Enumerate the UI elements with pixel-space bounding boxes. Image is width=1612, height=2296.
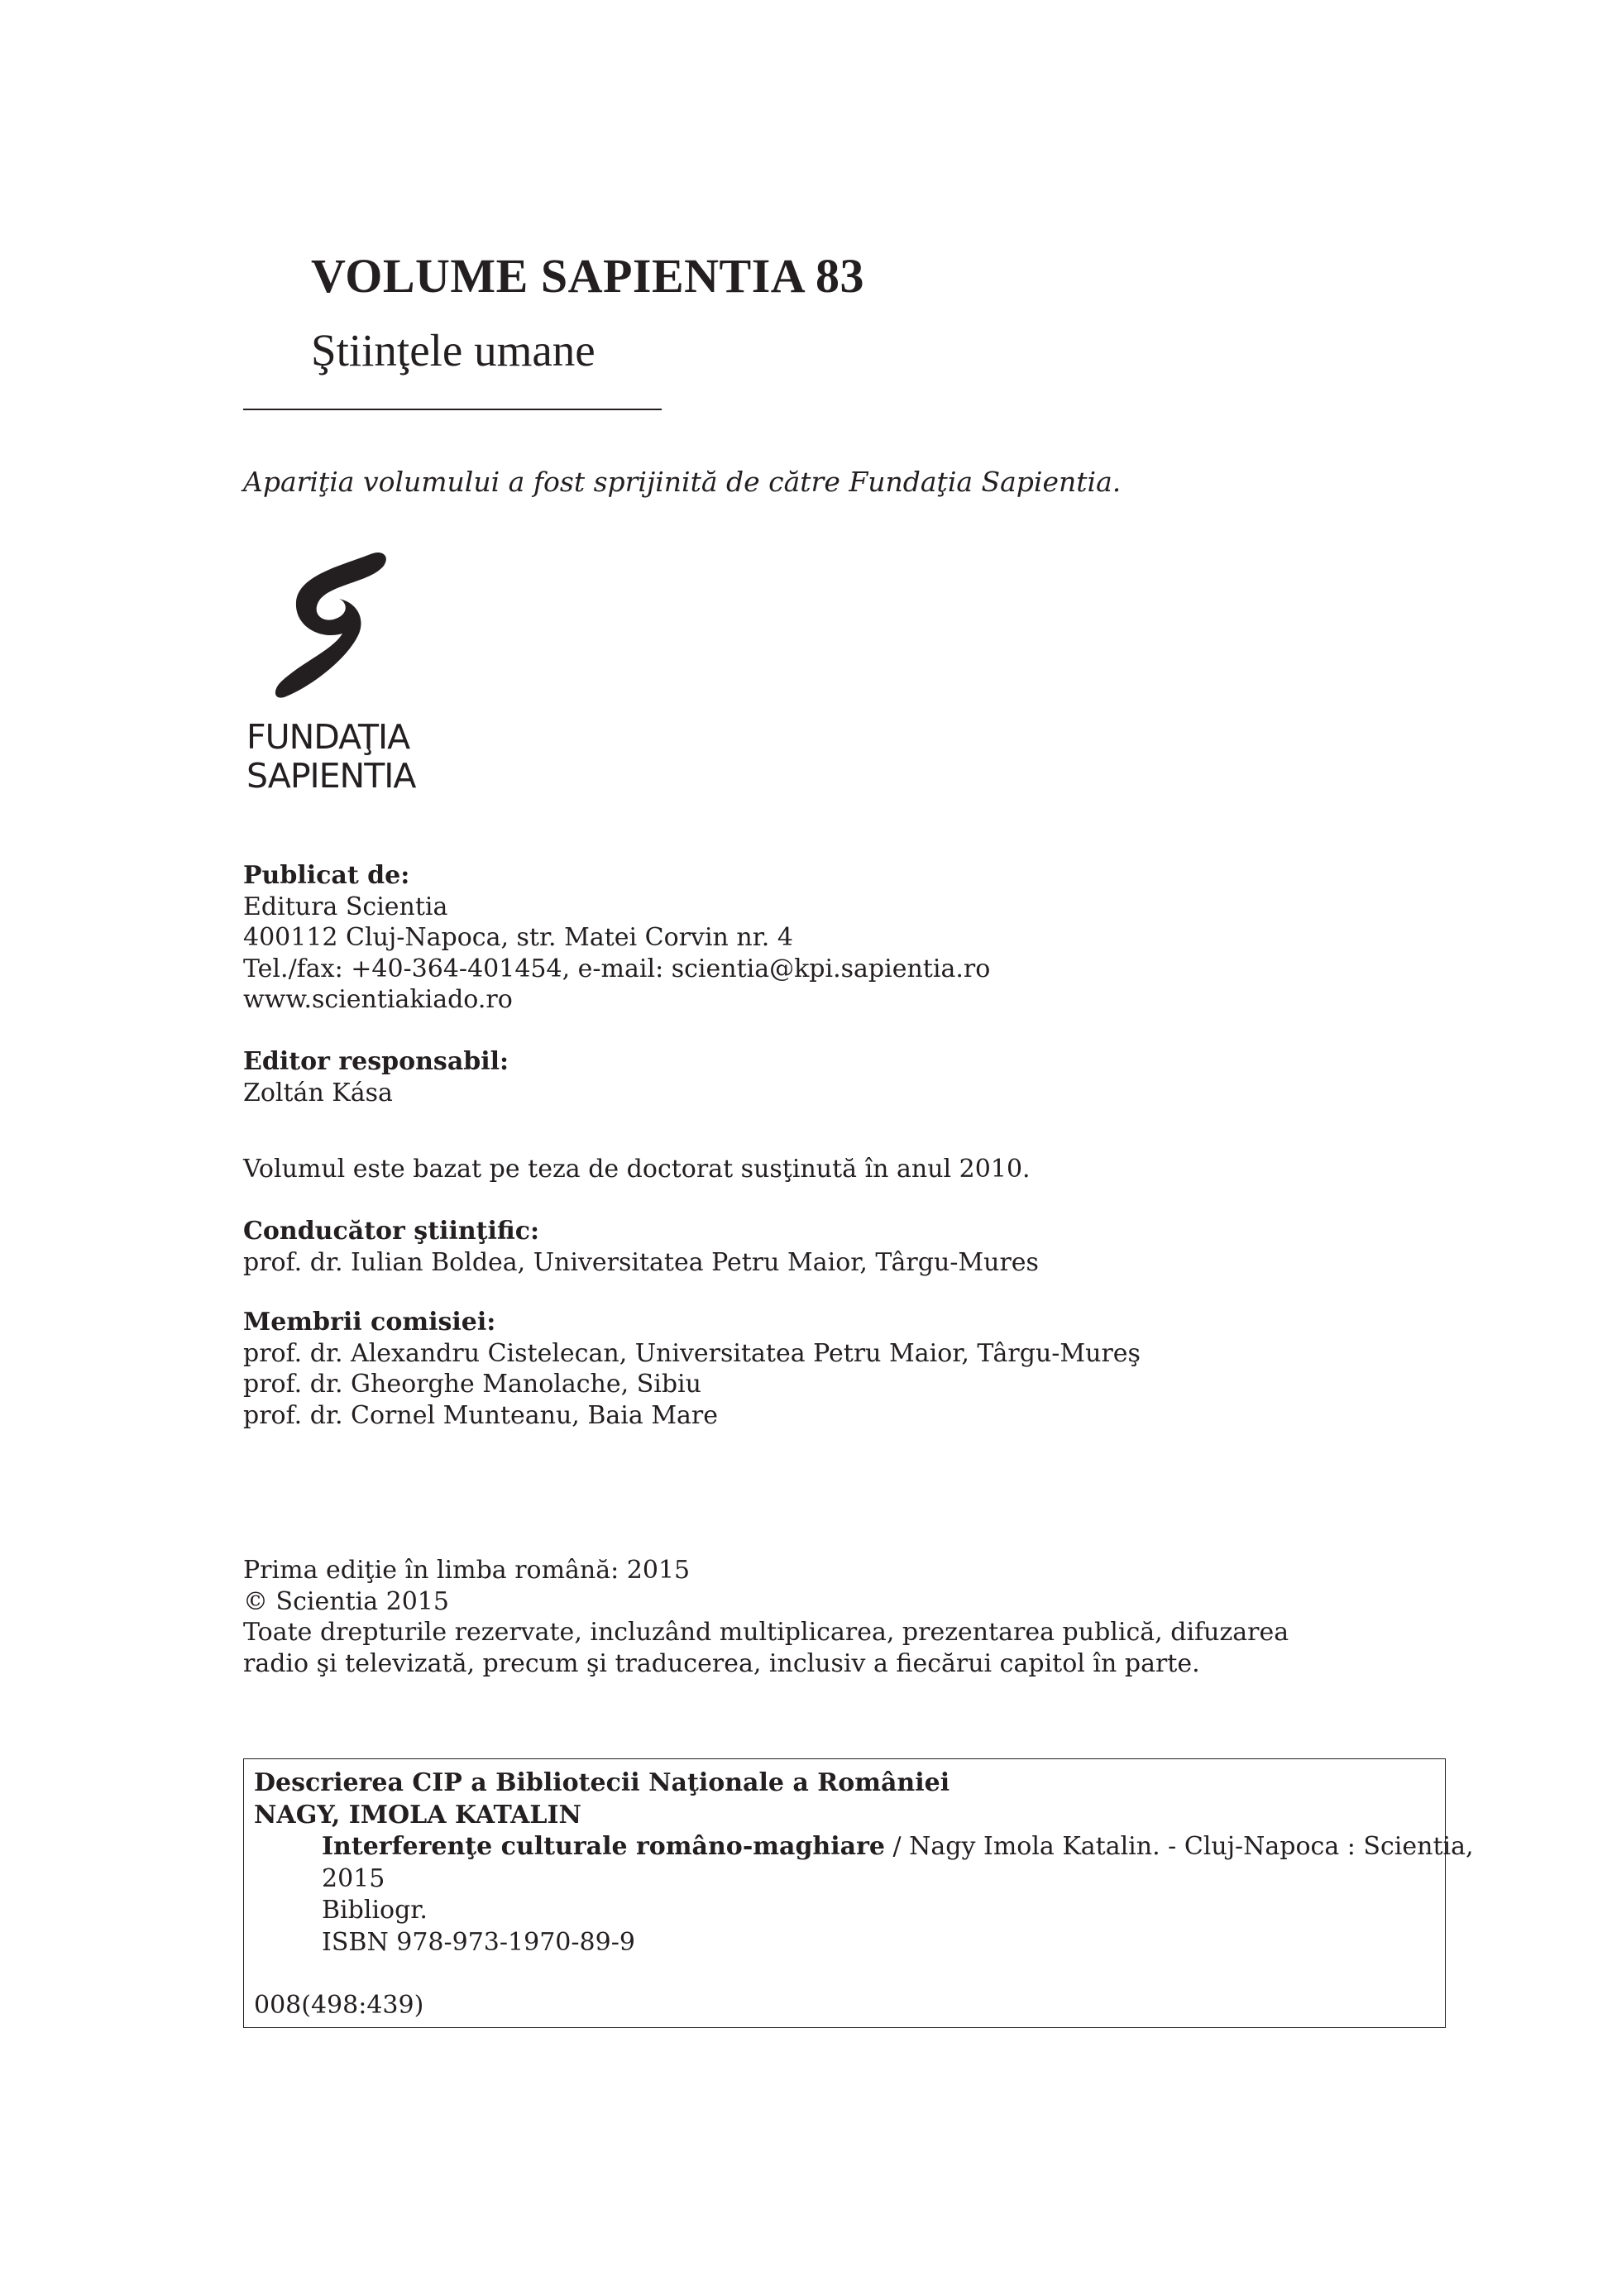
support-note: Apariţia volumului a fost sprijinită de către Fundaţia Sapientia. — [243, 466, 1122, 498]
rights-line-1: Toate drepturile rezervate, incluzând multiplicarea, prezentarea publică, difuzarea — [243, 1618, 1289, 1647]
publisher-website: www.scientiakiado.ro — [243, 985, 513, 1014]
cip-bibliography: Bibliogr. — [322, 1896, 428, 1925]
supervisor-name: prof. dr. Iulian Boldea, Universitatea Petru Maior, Târgu-Mures — [243, 1247, 1039, 1277]
editor-heading: Editor responsabil: — [243, 1047, 509, 1076]
logo-wordmark — [246, 718, 462, 796]
cip-box — [243, 1758, 1474, 2028]
publisher-address: 400112 Cluj-Napoca, str. Matei Corvin nr. 4 — [243, 923, 793, 952]
cip-classification: 008(498:439) — [254, 1991, 424, 2020]
copyright: © Scientia 2015 — [243, 1586, 449, 1616]
committee-member: prof. dr. Cornel Munteanu, Baia Mare — [243, 1400, 719, 1430]
cip-title: Interferenţe culturale româno-maghiare — [322, 1832, 885, 1861]
series-subtitle: Ştiinţele umane — [311, 325, 596, 375]
editor-name: Zoltán Kása — [243, 1078, 393, 1107]
edition-block — [243, 1555, 1289, 1679]
publisher-name: Editura Scientia — [243, 892, 448, 921]
cip-author: NAGY, IMOLA KATALIN — [254, 1800, 581, 1830]
editor-block — [243, 1046, 509, 1108]
supervisor-heading: Conducător ştiinţific: — [243, 1217, 540, 1246]
publisher-block — [243, 860, 990, 1016]
supervisor-block — [243, 1216, 1039, 1278]
cip-heading: Descrierea CIP a Bibliotecii Naţionale a României — [254, 1768, 950, 1797]
cip-year: 2015 — [322, 1863, 385, 1893]
rights-line-2: radio şi televizată, precum şi traducerea, inclusiv a fiecărui capitol în parte. — [243, 1648, 1200, 1678]
cip-title-line — [254, 1831, 1474, 1863]
logo-line-2: SAPIENTIA — [246, 756, 416, 796]
publisher-contact: Tel./fax: +40-364-401454, e-mail: scientia@kpi.sapientia.ro — [243, 954, 991, 983]
committee-heading: Membrii comisiei: — [243, 1308, 496, 1337]
publisher-heading: Publicat de: — [243, 861, 410, 890]
thesis-note: Volumul este bazat pe teza de doctorat susţinută în anul 2010. — [243, 1155, 1031, 1184]
title-divider — [243, 409, 662, 410]
cip-isbn: ISBN 978-973-1970-89-9 — [322, 1927, 635, 1957]
first-edition: Prima ediţie în limba română: 2015 — [243, 1556, 691, 1585]
committee-member: prof. dr. Gheorghe Manolache, Sibiu — [243, 1370, 701, 1399]
series-title: VOLUME SAPIENTIA 83 — [311, 249, 864, 303]
committee-block — [243, 1307, 1141, 1431]
logo-line-1: FUNDAŢIA — [246, 717, 410, 757]
cip-title-rest: / Nagy Imola Katalin. - Cluj-Napoca : Scientia, — [884, 1832, 1474, 1861]
committee-member: prof. dr. Alexandru Cistelecan, Universitatea Petru Maior, Târgu-Mureş — [243, 1338, 1141, 1368]
fundatia-sapientia-logo-icon — [273, 548, 397, 701]
